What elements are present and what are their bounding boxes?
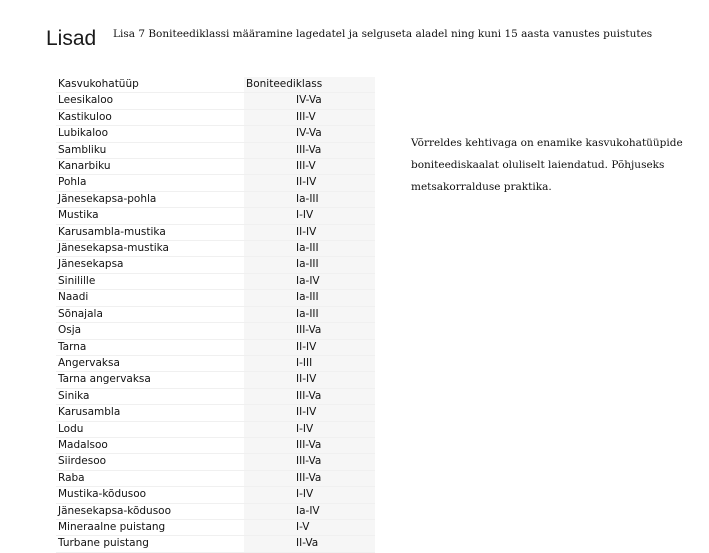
- site-class-value: I-IV: [296, 209, 314, 222]
- site-class-value: III-Va: [296, 455, 322, 468]
- site-class-cell: [244, 257, 375, 273]
- site-type-cell: Mustika-kõdusoo: [56, 487, 238, 503]
- site-class-cell: [244, 126, 375, 142]
- site-class-value: Ia-III: [296, 192, 319, 205]
- table-row: [56, 503, 375, 519]
- site-class-value: Ia-III: [296, 242, 319, 255]
- table-row: [56, 159, 375, 175]
- site-class-cell: [244, 470, 375, 486]
- site-type-cell: Jänesekapsa-mustika: [56, 241, 238, 257]
- site-type-cell: Tarna: [56, 339, 238, 355]
- table-row: [56, 536, 375, 552]
- table-row: [56, 273, 375, 289]
- table-row: [56, 208, 375, 224]
- site-class-value: III-Va: [296, 471, 322, 484]
- site-class-value: IV-Va: [296, 127, 322, 140]
- table-row: [56, 339, 375, 355]
- site-class-cell: [244, 372, 375, 388]
- site-type-cell: Lubikaloo: [56, 126, 238, 142]
- site-type-cell: Kasvukohatüüp: [56, 77, 238, 93]
- site-type-cell: Karusambla-mustika: [56, 224, 238, 240]
- table-row: [56, 421, 375, 437]
- site-class-cell: [244, 323, 375, 339]
- table-body: [56, 77, 375, 552]
- site-type-cell: Sinika: [56, 388, 238, 404]
- site-class-value: II-IV: [296, 406, 317, 419]
- site-class-cell: [244, 487, 375, 503]
- site-class-value: Ia-IV: [296, 274, 320, 287]
- explanatory-note: Võrreldes kehtivaga on enamike kasvukohatüüpide boniteediskaalat oluliselt laiendatud. Põhjuseks metsakorralduse praktika.: [411, 137, 683, 193]
- site-type-cell: Karusambla: [56, 405, 238, 421]
- site-type-cell: Sinilille: [56, 273, 238, 289]
- site-class-value: I-IV: [296, 422, 314, 435]
- table-row: [56, 437, 375, 453]
- page-heading: Lisad: [46, 27, 97, 50]
- site-class-cell: [244, 77, 375, 93]
- site-class-value: III-Va: [296, 438, 322, 451]
- site-class-cell: [244, 405, 375, 421]
- table-row: [56, 372, 375, 388]
- site-class-value: II-IV: [296, 176, 317, 189]
- site-type-cell: Mustika: [56, 208, 238, 224]
- table-row: [56, 290, 375, 306]
- table-row: [56, 355, 375, 371]
- site-class-value: Boniteediklass: [246, 78, 323, 90]
- table-row: [56, 257, 375, 273]
- site-class-cell: [244, 159, 375, 175]
- table-row: [56, 487, 375, 503]
- site-class-cell: [244, 437, 375, 453]
- site-class-cell: [244, 175, 375, 191]
- site-class-cell: [244, 191, 375, 207]
- site-class-value: III-Va: [296, 324, 322, 337]
- site-class-value: II-IV: [296, 340, 317, 353]
- site-class-cell: [244, 536, 375, 552]
- site-type-cell: Osja: [56, 323, 238, 339]
- table-row: [56, 388, 375, 404]
- site-type-cell: Angervaksa: [56, 355, 238, 371]
- site-class-cell: [244, 142, 375, 158]
- table-row: [56, 519, 375, 535]
- site-class-cell: [244, 306, 375, 322]
- site-type-cell: Sõnajala: [56, 306, 238, 322]
- table-row: [56, 142, 375, 158]
- site-type-cell: Leesikaloo: [56, 93, 238, 109]
- site-class-cell: [244, 421, 375, 437]
- site-type-table: [56, 77, 375, 553]
- site-class-value: Ia-III: [296, 291, 319, 304]
- site-type-cell: Jänesekapsa-pohla: [56, 191, 238, 207]
- site-class-value: Ia-III: [296, 258, 319, 271]
- table-row: [56, 191, 375, 207]
- table-row: [56, 405, 375, 421]
- site-type-cell: Lodu: [56, 421, 238, 437]
- site-class-value: III-V: [296, 110, 316, 123]
- site-class-cell: [244, 109, 375, 125]
- site-class-cell: [244, 503, 375, 519]
- site-class-cell: [244, 93, 375, 109]
- site-type-cell: Jänesekapsa-kõdusoo: [56, 503, 238, 519]
- site-type-cell: Sambliku: [56, 142, 238, 158]
- site-type-cell: Mineraalne puistang: [56, 519, 238, 535]
- site-class-value: II-Va: [296, 537, 319, 550]
- site-class-cell: [244, 273, 375, 289]
- site-class-value: Ia-IV: [296, 504, 320, 517]
- site-type-cell: Jänesekapsa: [56, 257, 238, 273]
- site-class-value: I-III: [296, 356, 313, 369]
- table-row: [56, 454, 375, 470]
- site-type-cell: Tarna angervaksa: [56, 372, 238, 388]
- table-row: [56, 224, 375, 240]
- table-row: [56, 109, 375, 125]
- site-type-cell: Madalsoo: [56, 437, 238, 453]
- site-class-cell: [244, 339, 375, 355]
- site-class-value: III-V: [296, 160, 316, 173]
- site-class-cell: [244, 224, 375, 240]
- site-class-cell: [244, 355, 375, 371]
- site-class-cell: [244, 241, 375, 257]
- site-class-cell: [244, 519, 375, 535]
- table-row: [56, 241, 375, 257]
- table-header-row: [56, 77, 375, 93]
- site-class-cell: [244, 290, 375, 306]
- site-class-value: II-IV: [296, 225, 317, 238]
- table-row: [56, 323, 375, 339]
- table-row: [56, 306, 375, 322]
- site-type-cell: Turbane puistang: [56, 536, 238, 552]
- site-class-cell: [244, 454, 375, 470]
- site-type-cell: Pohla: [56, 175, 238, 191]
- site-type-cell: Naadi: [56, 290, 238, 306]
- site-class-value: III-Va: [296, 143, 322, 156]
- site-class-cell: [244, 208, 375, 224]
- site-type-cell: Raba: [56, 470, 238, 486]
- site-class-value: I-V: [296, 520, 310, 533]
- site-class-value: III-Va: [296, 389, 322, 402]
- site-class-value: I-IV: [296, 488, 314, 501]
- site-class-value: IV-Va: [296, 94, 322, 107]
- table-row: [56, 126, 375, 142]
- table-row: [56, 470, 375, 486]
- site-class-value: II-IV: [296, 373, 317, 386]
- site-class-cell: [244, 388, 375, 404]
- table-row: [56, 93, 375, 109]
- site-type-cell: Kanarbiku: [56, 159, 238, 175]
- appendix-title: Lisa 7 Boniteediklassi määramine lagedatel ja selguseta aladel ning kuni 15 aasta vanustes puistutes: [113, 28, 653, 40]
- site-class-value: Ia-III: [296, 307, 319, 320]
- site-type-cell: Kastikuloo: [56, 109, 238, 125]
- table-row: [56, 175, 375, 191]
- site-type-cell: Siirdesoo: [56, 454, 238, 470]
